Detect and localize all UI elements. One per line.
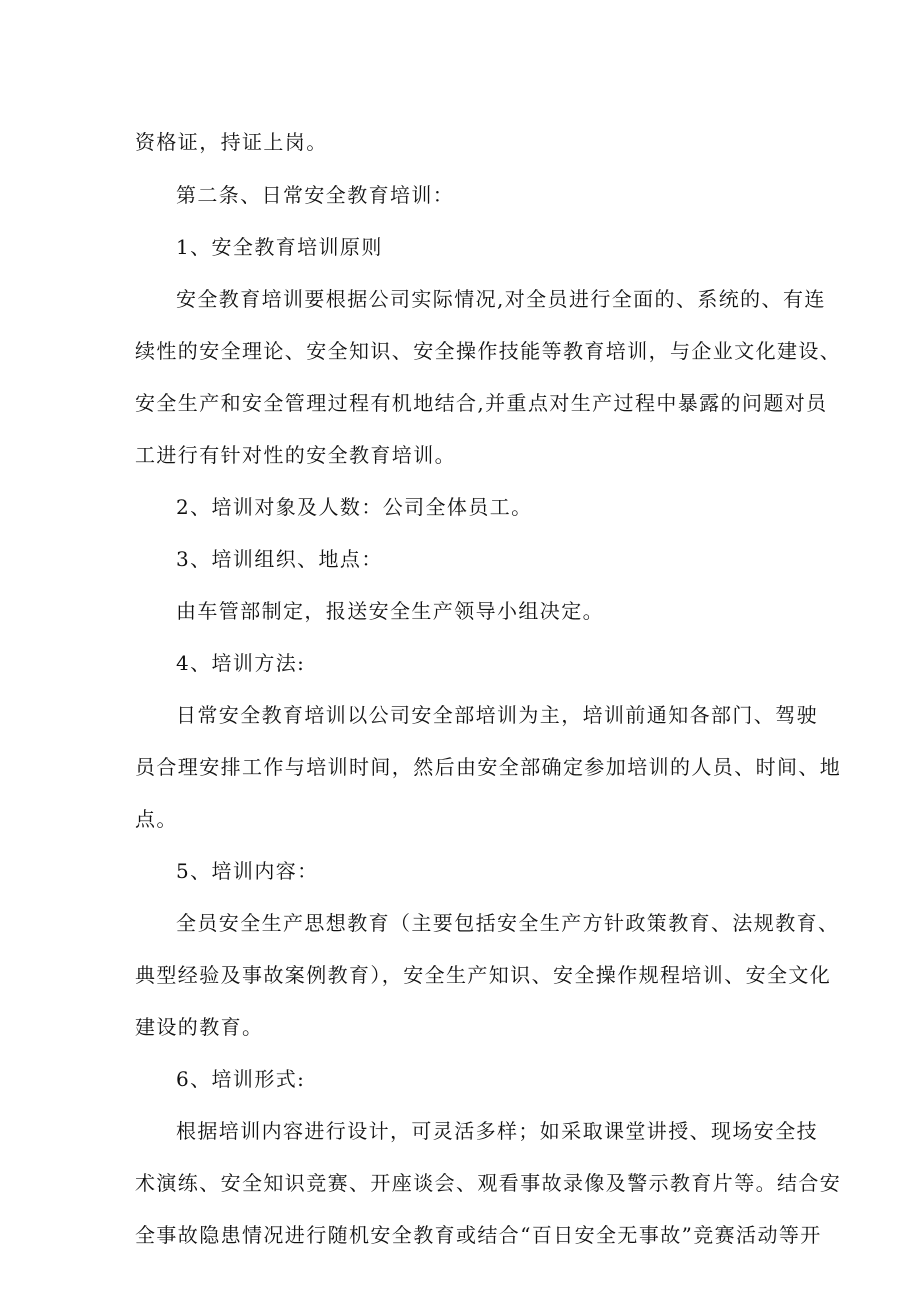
text-line: 工进行有针对性的安全教育培训。 [135, 443, 456, 467]
text-line: 安全教育培训要根据公司实际情况,对全员进行全面的、系统的、有连 [176, 287, 826, 311]
text-line: 根据培训内容进行设计，可灵活多样；如采取课堂讲授、现场安全技 [176, 1119, 818, 1143]
subheading: 5、培训内容： [176, 859, 319, 883]
text-line: 由车管部制定，报送安全生产领导小组决定。 [176, 599, 604, 623]
text-line: 资格证，持证上岗。 [135, 130, 328, 154]
text-line: 续性的安全理论、安全知识、安全操作技能等教育培训，与企业文化建设、 [135, 339, 842, 363]
subheading: 3、培训组织、地点： [176, 547, 383, 571]
text-line: 全员安全生产思想教育（主要包括安全生产方针政策教育、法规教育、 [176, 911, 840, 935]
subheading: 2、培训对象及人数：公司全体员工。 [176, 495, 533, 519]
text-line: 点。 [135, 807, 178, 831]
section-heading: 第二条、日常安全教育培训： [176, 183, 455, 207]
subheading: 4、培训方法: [176, 651, 306, 675]
text-line: 典型经验及事故案例教育），安全生产知识、安全操作规程培训、安全文化 [135, 963, 832, 987]
subheading: 1、安全教育培训原则 [176, 235, 383, 259]
text-line: 术演练、安全知识竞赛、开座谈会、观看事故录像及警示教育片等。结合安 [135, 1171, 842, 1195]
text-line: 员合理安排工作与培训时间，然后由安全部确定参加培训的人员、时间、地 [135, 755, 842, 779]
text-line: 全事故隐患情况进行随机安全教育或结合“百日安全无事故”竞赛活动等开 [135, 1223, 822, 1247]
subheading: 6、培训形式: [176, 1067, 306, 1091]
text-line: 建设的教育。 [135, 1015, 264, 1039]
text-line: 安全生产和安全管理过程有机地结合,并重点对生产过程中暴露的问题对员 [135, 391, 828, 415]
text-line: 日常安全教育培训以公司安全部培训为主，培训前通知各部门、驾驶 [176, 703, 818, 727]
